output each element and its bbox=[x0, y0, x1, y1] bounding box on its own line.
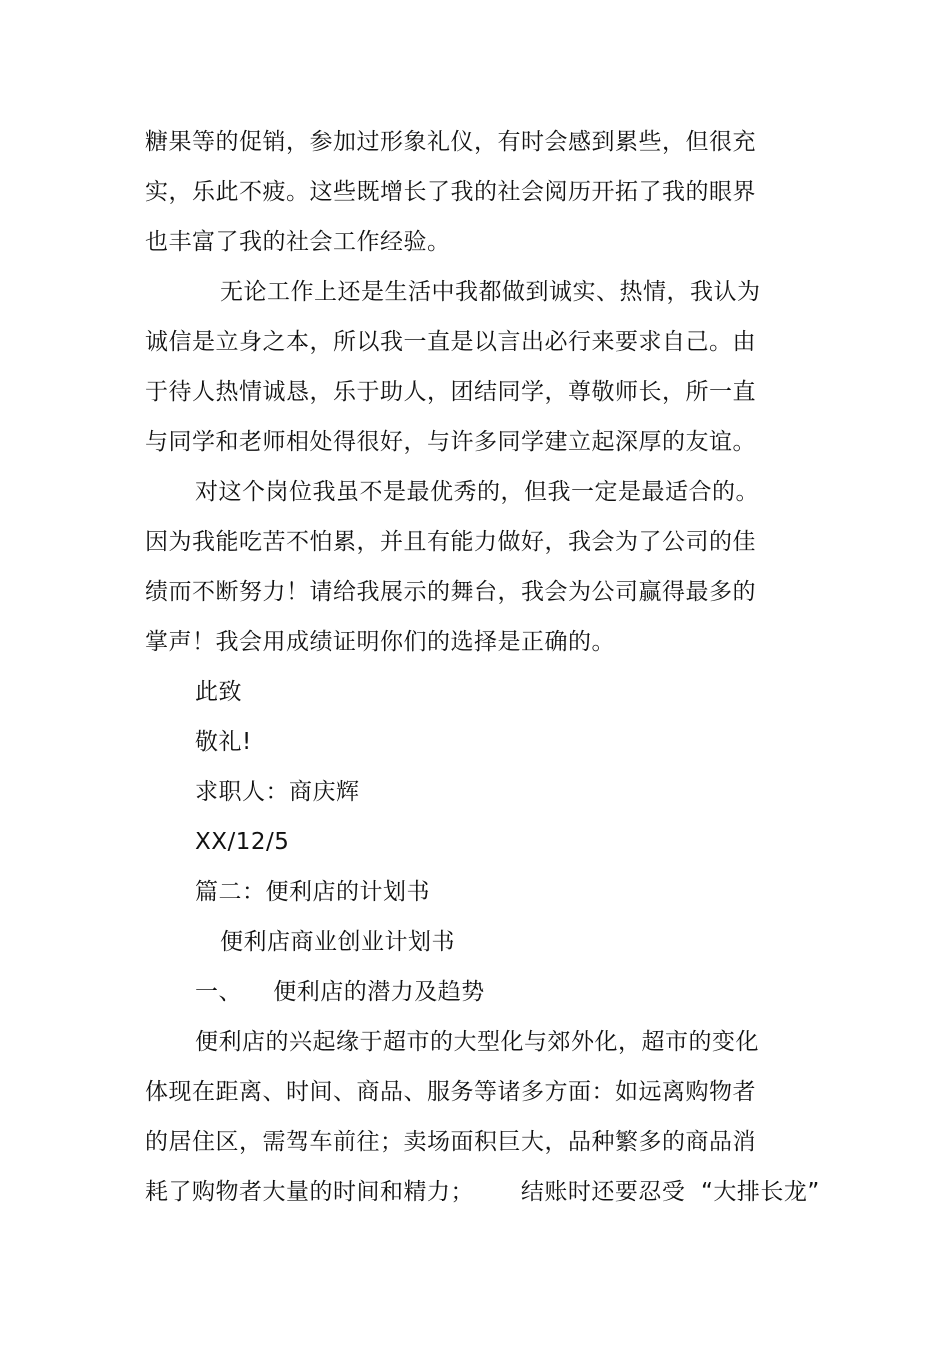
text-line: 实，乐此不疲。这些既增长了我的社会阅历开拓了我的眼界 bbox=[145, 179, 756, 205]
closing-regards: 敬礼! bbox=[195, 729, 252, 755]
text-line: 对这个岗位我虽不是最优秀的，但我一定是最适合的。 bbox=[195, 479, 759, 505]
text-line: 与同学和老师相处得很好，与许多同学建立起深厚的友谊。 bbox=[145, 429, 756, 455]
applicant-signature: 求职人：商庆辉 bbox=[195, 779, 360, 805]
text-line: 于待人热情诚恳，乐于助人，团结同学，尊敬师长，所一直 bbox=[145, 379, 756, 405]
text-line: 绩而不断努力！请给我展示的舞台，我会为公司赢得最多的 bbox=[145, 579, 756, 605]
text-line: 便利店的兴起缘于超市的大型化与郊外化，超市的变化 bbox=[195, 1029, 759, 1055]
subsection-heading: 一、 便利店的潜力及趋势 bbox=[195, 979, 485, 1005]
text-line: 体现在距离、时间、商品、服务等诸多方面：如远离购物者 bbox=[145, 1079, 756, 1105]
letter-date: XX/12/5 bbox=[195, 829, 290, 855]
document-title: 便利店商业创业计划书 bbox=[220, 929, 455, 955]
closing-salutation: 此致 bbox=[195, 679, 242, 705]
text-line: 耗了购物者大量的时间和精力； 结账时还要忍受 “大排长龙” bbox=[145, 1179, 820, 1205]
section-heading: 篇二：便利店的计划书 bbox=[195, 879, 430, 905]
text-line: 糖果等的促销，参加过形象礼仪，有时会感到累些，但很充 bbox=[145, 129, 756, 155]
text-line: 诚信是立身之本，所以我一直是以言出必行来要求自己。由 bbox=[145, 329, 756, 355]
text-line: 的居住区，需驾车前往；卖场面积巨大，品种繁多的商品消 bbox=[145, 1129, 756, 1155]
text-line: 因为我能吃苦不怕累，并且有能力做好，我会为了公司的佳 bbox=[145, 529, 756, 555]
text-line: 也丰富了我的社会工作经验。 bbox=[145, 229, 451, 255]
text-line: 无论工作上还是生活中我都做到诚实、热情，我认为 bbox=[220, 279, 761, 305]
text-line: 掌声！我会用成绩证明你们的选择是正确的。 bbox=[145, 629, 615, 655]
